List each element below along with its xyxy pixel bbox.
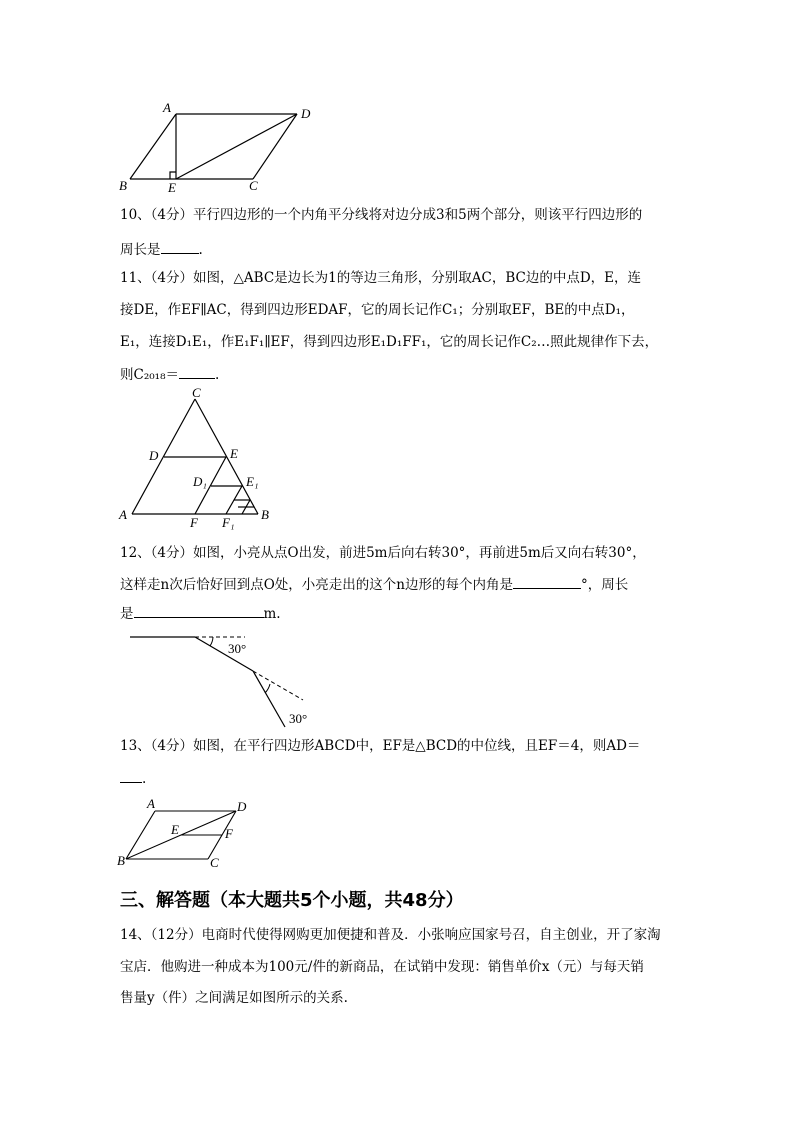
label-A: A xyxy=(119,507,127,522)
label-C: C xyxy=(192,385,201,400)
label-B: B xyxy=(117,853,125,868)
q11-line4 xyxy=(120,364,680,385)
q11-line3: E₁，连接D₁E₁，作E₁F₁∥EF，得到四边形E₁D₁FF₁，它的周长记作C₂…照此规律作下去， xyxy=(120,334,659,350)
q14-line2: 宝店．他购进一种成本为100元/件的新商品，在试销中发现：销售单价x（元）与每天销 xyxy=(120,959,644,975)
answer-blank[interactable] xyxy=(120,768,142,783)
answer-blank[interactable] xyxy=(161,239,199,254)
q13-line2 xyxy=(120,768,680,789)
label-A: A xyxy=(163,100,171,115)
label-C: C xyxy=(210,855,219,869)
q10-period: . xyxy=(198,242,203,258)
label-E1: E₁ xyxy=(246,474,259,489)
q11-text: 则C₂₀₁₈＝ xyxy=(120,367,179,383)
label-F: F xyxy=(190,515,198,530)
q13-line1: 13、（4分）如图，在平行四边形ABCD中，EF是△BCD的中位线，且EF＝4，则AD＝ xyxy=(120,738,641,754)
answer-blank-angle[interactable] xyxy=(513,574,581,589)
q14-line1: 14、（12分）电商时代使得网购更加便捷和普及．小张响应国家号召，自主创业，开了家淘 xyxy=(120,927,661,943)
q11-period: . xyxy=(214,367,220,383)
q12-line3 xyxy=(120,603,680,624)
label-D: D xyxy=(149,448,159,463)
label-D: D xyxy=(301,106,311,121)
section-heading: 三、解答题（本大题共5个小题，共48分） xyxy=(120,890,464,911)
q10-line2 xyxy=(120,239,680,260)
answer-blank-perimeter[interactable] xyxy=(134,603,264,618)
label-F: F xyxy=(225,826,233,841)
label-E: E xyxy=(171,822,179,837)
q12-text-c: 是 xyxy=(120,606,134,622)
q12-text: 这样走n次后恰好回到点O处，小亮走出的这个n边形的每个内角是 xyxy=(120,577,513,593)
q10-text: 周长是 xyxy=(120,242,161,258)
q12-line2 xyxy=(120,574,680,595)
q12-unit: m. xyxy=(263,606,281,622)
label-angle-2: 30° xyxy=(289,711,308,726)
label-E: E xyxy=(168,180,176,195)
label-angle-1: 30° xyxy=(228,641,247,656)
q14-line3: 售量y（件）之间满足如图所示的关系. xyxy=(120,990,348,1006)
figure-walking-path xyxy=(125,627,325,732)
answer-blank[interactable] xyxy=(179,364,215,379)
label-C: C xyxy=(249,178,258,193)
q12-line1: 12、（4分）如图，小亮从点O出发，前进5m后向右转30°，再前进5m后又向右转30°， xyxy=(120,545,646,561)
label-D1: D₁ xyxy=(193,474,207,489)
q12-text-b: °，周长 xyxy=(580,577,629,593)
label-B: B xyxy=(261,507,269,522)
q11-line1: 11、（4分）如图，△ABC是边长为1的等边三角形，分别取AC，BC边的中点D，E，连 xyxy=(120,270,641,286)
q13-period: . xyxy=(142,771,147,787)
q10-line1: 10、（4分）平行四边形的一个内角平分线将对边分成3和5两个部分，则该平行四边形的 xyxy=(120,207,643,223)
label-D: D xyxy=(237,799,247,814)
label-B: B xyxy=(119,178,127,193)
label-E: E xyxy=(230,446,238,461)
figure-parallelogram-altitude xyxy=(115,100,325,195)
label-F1: F₁ xyxy=(222,515,235,530)
figure-equilateral-triangle xyxy=(115,385,285,535)
q11-line2: 接DE，作EF∥AC，得到四边形EDAF，它的周长记作C₁；分别取EF，BE的中点D₁， xyxy=(120,302,635,318)
figure-parallelogram-midline xyxy=(115,797,255,869)
label-A: A xyxy=(147,797,155,811)
